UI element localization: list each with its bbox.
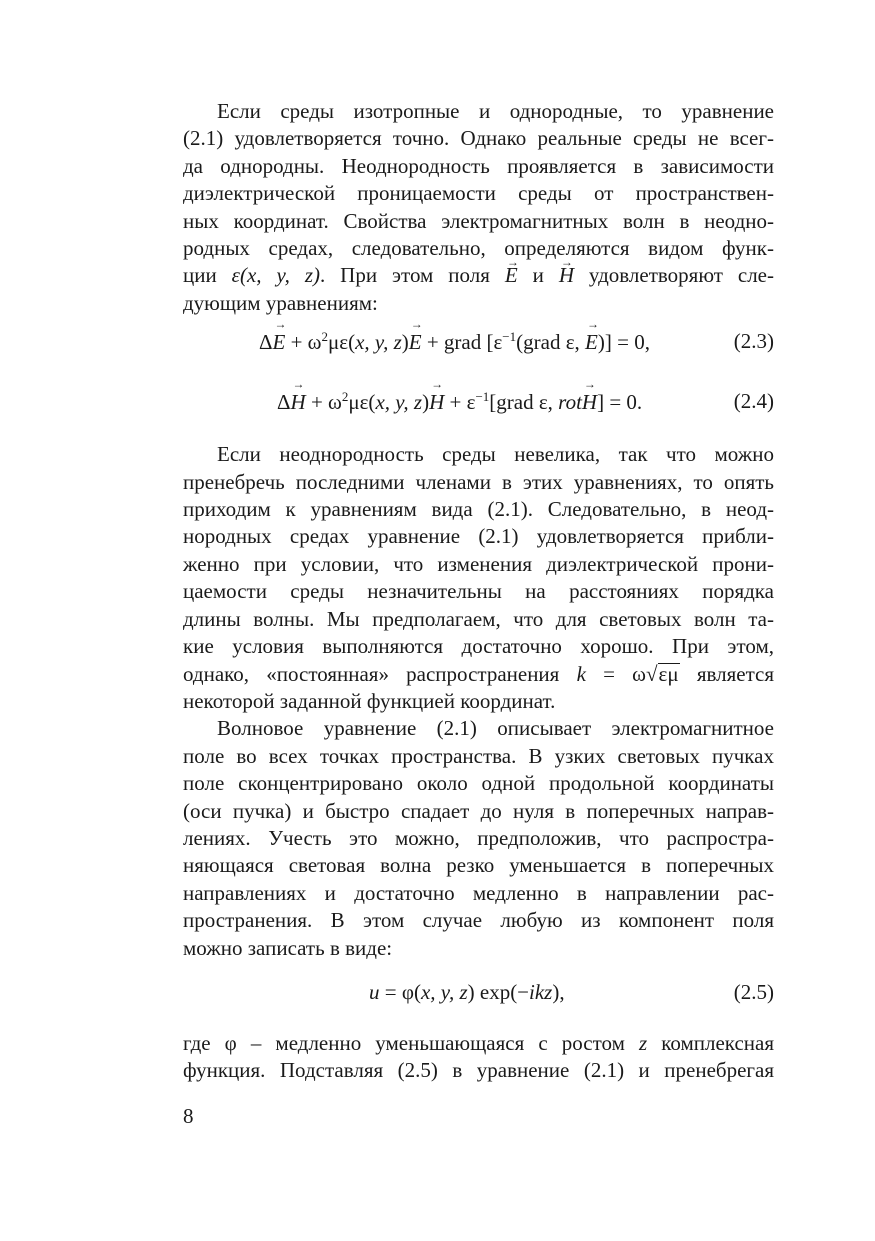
text-line: ных координат. Свойства электромагнитных волн в неодно- xyxy=(183,208,774,233)
text-line: можно записать в виде: xyxy=(183,935,393,960)
text-column xyxy=(183,98,774,1085)
text-line: приходим к уравнениям вида (2.1). Следовательно, в неод- xyxy=(183,497,774,522)
text-fragment: ции xyxy=(183,263,232,288)
eq-exponent: 2 xyxy=(341,389,349,405)
equation-number: (2.5) xyxy=(733,979,774,1004)
text-line: кие условия выполняются достаточно хорошо. При этом, xyxy=(183,634,774,659)
eq-part: = φ( xyxy=(379,979,421,1004)
eq-part: ) xyxy=(422,390,430,415)
eq-exponent: −1 xyxy=(502,329,517,345)
equation-2-4 xyxy=(183,377,774,437)
text-line xyxy=(183,1030,774,1057)
text-fragment: = ω xyxy=(585,661,646,686)
text-line: некоторой заданной функцией координат. xyxy=(183,688,556,713)
text-fragment: является xyxy=(679,661,774,686)
inline-formula-k: k xyxy=(576,661,586,686)
eq-exponent: −1 xyxy=(475,389,490,405)
eq-part: + grad [ε xyxy=(421,330,503,355)
text-fragment: однако, «постоянная» распространения xyxy=(183,661,577,686)
equation-2-5 xyxy=(183,962,774,1028)
vector-e-symbol: → E xyxy=(585,330,598,355)
eq-part: ) exp(− xyxy=(467,979,530,1004)
text-line: (2.1) удовлетворяется точно. Однако реальные среды не всег- xyxy=(183,126,774,151)
eq-exponent: 2 xyxy=(321,329,329,345)
eq-part: ) xyxy=(401,330,409,355)
inline-formula-z: z xyxy=(638,1030,648,1055)
inline-formula-epsilon: ε(x, y, z) xyxy=(231,263,320,288)
eq-rot-operator: rot xyxy=(558,390,582,415)
text-fragment: . При этом поля xyxy=(319,263,505,288)
eq-part: ikz xyxy=(529,979,553,1004)
eq-part: + ε xyxy=(444,390,476,415)
equation-body xyxy=(259,329,650,355)
text-line: пренебречь последними членами в этих уравнениях, то опять xyxy=(183,469,774,494)
text-line: диэлектрической проницаемости среды от пространствен- xyxy=(183,181,774,206)
eq-args: x, y, z xyxy=(375,390,423,415)
text-line: цаемости среды незначительны на расстояниях порядка xyxy=(183,579,774,604)
text-line: однако, «постоянная» распространения k = ω√εμ является xyxy=(183,661,774,686)
eq-part: ), xyxy=(552,979,565,1004)
text-fragment: комплексная xyxy=(647,1030,774,1055)
eq-part: + ω xyxy=(285,330,322,355)
text-line xyxy=(183,262,774,289)
eq-part: με( xyxy=(348,390,376,415)
vector-e-symbol: → E xyxy=(409,330,422,355)
text-line: женно при условии, что изменения диэлектрической прони- xyxy=(183,551,774,576)
text-line: Волновое уравнение (2.1) описывает электромагнитное xyxy=(217,716,774,741)
eq-part: Δ xyxy=(277,390,291,415)
text-line: родных средах, следовательно, определяются видом функ- xyxy=(183,236,774,261)
text-line: (оси пучка) и быстро спадает до нуля в поперечных направ- xyxy=(183,798,774,823)
eq-args: x, y, z xyxy=(355,330,402,355)
equation-2-3 xyxy=(183,317,774,377)
vector-h-symbol: → H xyxy=(559,262,574,289)
eq-part: u xyxy=(369,979,380,1004)
text-line: няющаяся световая волна резко уменьшается в поперечных xyxy=(183,853,774,878)
vector-e-symbol: → E xyxy=(273,330,286,355)
text-line: длины волны. Мы предполагаем, что для световых волн та- xyxy=(183,606,774,631)
text-line: направлениях и достаточно медленно в направлении рас- xyxy=(183,880,774,905)
text-line: пространения. В этом случае любую из компонент поля xyxy=(183,908,774,933)
equation-number: (2.4) xyxy=(733,389,774,414)
eq-part: ] = 0. xyxy=(597,390,643,415)
eq-args: x, y, z xyxy=(420,979,468,1004)
vector-h-symbol: → H xyxy=(291,390,306,415)
eq-part: [grad ε, xyxy=(489,390,559,415)
text-line: дующим уравнениям: xyxy=(183,290,378,315)
eq-part: + ω xyxy=(305,390,342,415)
equation-body xyxy=(369,980,565,1005)
eq-part: Δ xyxy=(259,330,273,355)
text-line: лениях. Учесть это можно, предположив, что распростра- xyxy=(183,825,774,850)
paragraph-4 xyxy=(183,1030,774,1085)
equation-number: (2.3) xyxy=(733,329,774,354)
equation-body xyxy=(277,389,642,415)
text-fragment: удовлетворяют сле- xyxy=(573,263,774,288)
text-line: да однородны. Неоднородность проявляется в зависимости xyxy=(183,153,774,178)
vector-e-symbol: → E xyxy=(505,262,518,289)
text-line: поле сконцентрировано около одной продольной координаты xyxy=(183,771,774,796)
vector-h-symbol: → H xyxy=(582,390,597,415)
paragraph-3 xyxy=(183,715,774,962)
text-fragment: где φ – медленно уменьшающаяся с ростом xyxy=(183,1030,639,1055)
text-line: Если неоднородность среды невелика, так что можно xyxy=(217,442,774,467)
eq-part: (grad ε, xyxy=(516,330,586,355)
vector-h-symbol: → H xyxy=(429,390,444,415)
eq-part: )] = 0, xyxy=(597,330,650,355)
paragraph-1 xyxy=(183,98,774,317)
eq-part: με( xyxy=(328,330,356,355)
page-number: 8 xyxy=(183,1104,194,1128)
text-fragment: и xyxy=(517,263,559,288)
text-line: поле во всех точках пространства. В узких световых пучках xyxy=(183,743,774,768)
text-line: функция. Подставляя (2.5) в уравнение (2.1) и пренебрегая xyxy=(183,1058,774,1083)
sqrt-radicand: εμ xyxy=(658,661,679,686)
text-line: нородных средах уравнение (2.1) удовлетворяется прибли- xyxy=(183,524,774,549)
paragraph-2 xyxy=(183,441,774,715)
text-line: Если среды изотропные и однородные, то уравнение xyxy=(217,99,774,123)
